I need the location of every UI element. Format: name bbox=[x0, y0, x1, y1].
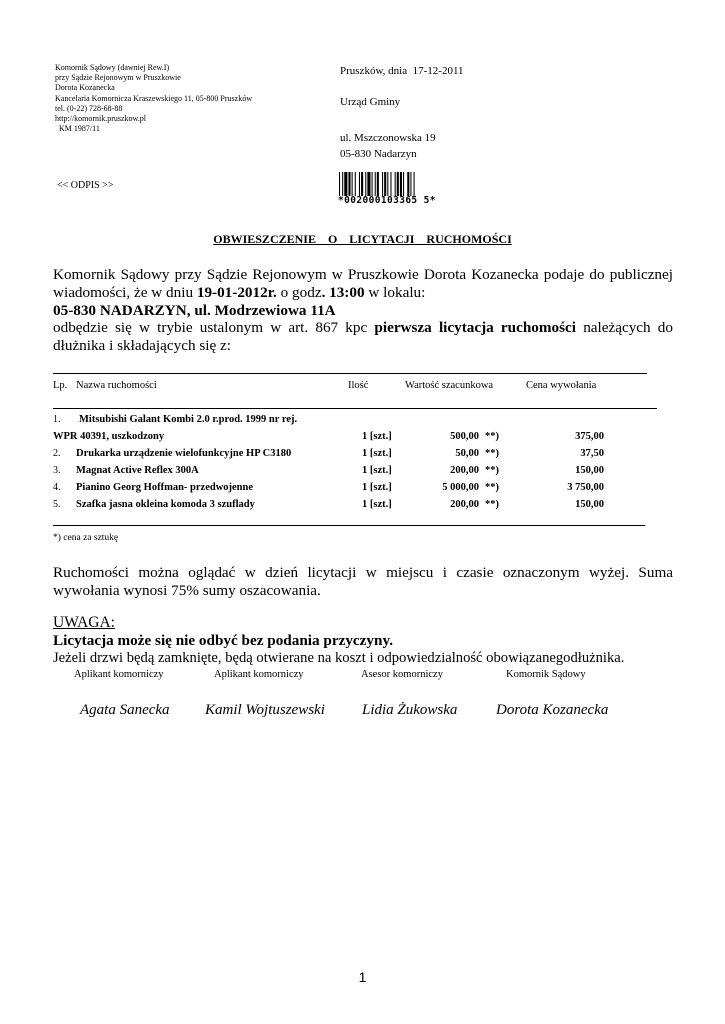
sender-line: Dorota Kozanecka bbox=[55, 83, 115, 93]
signatory-role: Asesor komorniczy bbox=[361, 669, 443, 680]
sender-line: KM 1987/11 bbox=[55, 124, 100, 134]
row-value: 50,00 bbox=[455, 448, 479, 459]
row-qty: 1 [szt.] bbox=[362, 448, 392, 459]
col-header-lp: Lp. bbox=[53, 380, 68, 391]
row-qty: 1 [szt.] bbox=[362, 482, 392, 493]
footnote: *) cena za sztukę bbox=[53, 533, 119, 543]
row-name: Magnat Active Reflex 300A bbox=[76, 465, 199, 476]
signatory-name: Dorota Kozanecka bbox=[496, 702, 609, 718]
row-qty: 1 [szt.] bbox=[362, 465, 392, 476]
table-bottom-rule bbox=[53, 525, 645, 526]
row-price: 375,00 bbox=[575, 431, 604, 442]
intro-text-3: w lokalu: bbox=[364, 283, 426, 301]
signatory-name: Agata Sanecka bbox=[80, 702, 170, 718]
sender-line: Kancelaria Komornicza Kraszewskiego 11, 05-800 Pruszków bbox=[55, 93, 252, 103]
row-price: 150,00 bbox=[575, 465, 604, 476]
row-value: 500,00 bbox=[450, 431, 479, 442]
col-header-qty: Ilość bbox=[348, 380, 369, 391]
uwaga-heading: UWAGA: bbox=[53, 614, 115, 631]
intro-text-5: należących do dłużnika i składających się z: bbox=[53, 319, 673, 355]
signatory-role: Aplikant komorniczy bbox=[214, 669, 304, 680]
table-top-rule bbox=[53, 373, 647, 374]
row-price: 37,50 bbox=[580, 448, 604, 459]
auction-type: pierwsza licytacja ruchomości bbox=[374, 319, 577, 337]
barcode bbox=[338, 172, 470, 206]
signatory-role: Aplikant komorniczy bbox=[74, 669, 164, 680]
row-price: 150,00 bbox=[575, 499, 604, 510]
intro-text-1: Komornik Sądowy przy Sądzie Rejonowym w Pruszkowie Dorota Kozanecka podaje do publicznej wiadomości, że w dniu bbox=[53, 266, 673, 301]
sender-line: http://komornik.pruszkow.pl bbox=[55, 114, 147, 124]
intro-paragraph bbox=[53, 266, 673, 355]
auction-address: 05-830 NADARZYN, ul. Modrzewiowa 11A bbox=[53, 301, 336, 319]
row-name: Pianino Georg Hoffman- przedwojenne bbox=[76, 482, 254, 493]
intro-text-2b: . bbox=[321, 283, 330, 301]
row-lp: 2. bbox=[53, 448, 61, 459]
sender-line: przy Sądzie Rejonowym w Pruszkowie bbox=[55, 73, 181, 83]
col-header-value: Wartość szacunkowa bbox=[405, 380, 494, 391]
sender-block bbox=[55, 63, 252, 134]
barcode-text: *002000103365 5* bbox=[338, 195, 436, 206]
intro-text-4: odbędzie się w trybie ustalonym w art. 867 kpc bbox=[53, 319, 375, 337]
recipient-street: ul. Mszczonowska 19 bbox=[340, 132, 436, 144]
row-value: 5 000,00 bbox=[442, 482, 479, 493]
sender-line: tel. (0-22) 728-68-88 bbox=[55, 103, 123, 113]
row-lp: 5. bbox=[53, 499, 61, 510]
row-qty: 1 [szt.] bbox=[362, 431, 392, 442]
recipient-name: Urząd Gminy bbox=[340, 96, 401, 108]
signatory-name: Lidia Żukowska bbox=[362, 702, 458, 718]
uwaga-bold-text: Licytacja może się nie odbyć bez podania przyczyny. bbox=[53, 632, 393, 649]
col-header-price: Cena wywołania bbox=[526, 380, 597, 391]
place-date: Pruszków, dnia 17-12-2011 bbox=[340, 65, 464, 77]
row-lp: 3. bbox=[53, 465, 61, 476]
uwaga-text: Jeżeli drzwi będą zamknięte, będą otwierane na koszt i odpowiedzialność obowiązanegodłużnika. bbox=[53, 650, 625, 666]
row-name-cont: WPR 40391, uszkodzony bbox=[53, 431, 165, 442]
row-price: 3 750,00 bbox=[567, 482, 604, 493]
recipient-block bbox=[340, 94, 436, 162]
row-value: 200,00 bbox=[450, 465, 479, 476]
row-lp: 1. bbox=[53, 414, 61, 425]
recipient-city: 05-830 Nadarzyn bbox=[340, 148, 417, 160]
row-mark: **) bbox=[485, 465, 499, 476]
row-name: Szafka jasna okleina komoda 3 szuflady bbox=[76, 499, 255, 510]
row-name: Drukarka urządzenie wielofunkcyjne HP C3180 bbox=[76, 448, 292, 459]
sender-line: Komornik Sądowy (dawniej Rew.I) bbox=[55, 63, 170, 72]
barcode-icon bbox=[338, 172, 470, 196]
table-header-rule bbox=[53, 408, 657, 409]
row-mark: **) bbox=[485, 431, 499, 442]
row-name: Mitsubishi Galant Kombi 2.0 r.prod. 1999 nr rej. bbox=[79, 414, 298, 425]
page-number: 1 bbox=[358, 969, 367, 985]
col-header-name: Nazwa ruchomości bbox=[76, 380, 157, 391]
signatory-role: Komornik Sądowy bbox=[506, 669, 586, 680]
auction-date: 19-01-2012r. bbox=[196, 283, 277, 301]
signatory-name: Kamil Wojtuszewski bbox=[205, 702, 325, 718]
row-value: 200,00 bbox=[450, 499, 479, 510]
row-lp: 4. bbox=[53, 482, 61, 493]
auction-time: 13:00 bbox=[329, 283, 365, 301]
document-title: OBWIESZCZENIE O LICYTACJI RUCHOMOŚCI bbox=[213, 232, 512, 246]
row-qty: 1 [szt.] bbox=[362, 499, 392, 510]
intro-text-2: o godz bbox=[276, 283, 322, 301]
row-mark: **) bbox=[485, 499, 499, 510]
odpis-label: << ODPIS >> bbox=[57, 180, 114, 191]
row-mark: **) bbox=[485, 482, 499, 493]
viewing-paragraph: Ruchomości można oglądać w dzień licytacji w miejscu i czasie oznaczonym wyżej. Suma wywołania wynosi 75% sumy oszacowania. bbox=[53, 564, 673, 599]
row-mark: **) bbox=[485, 448, 499, 459]
